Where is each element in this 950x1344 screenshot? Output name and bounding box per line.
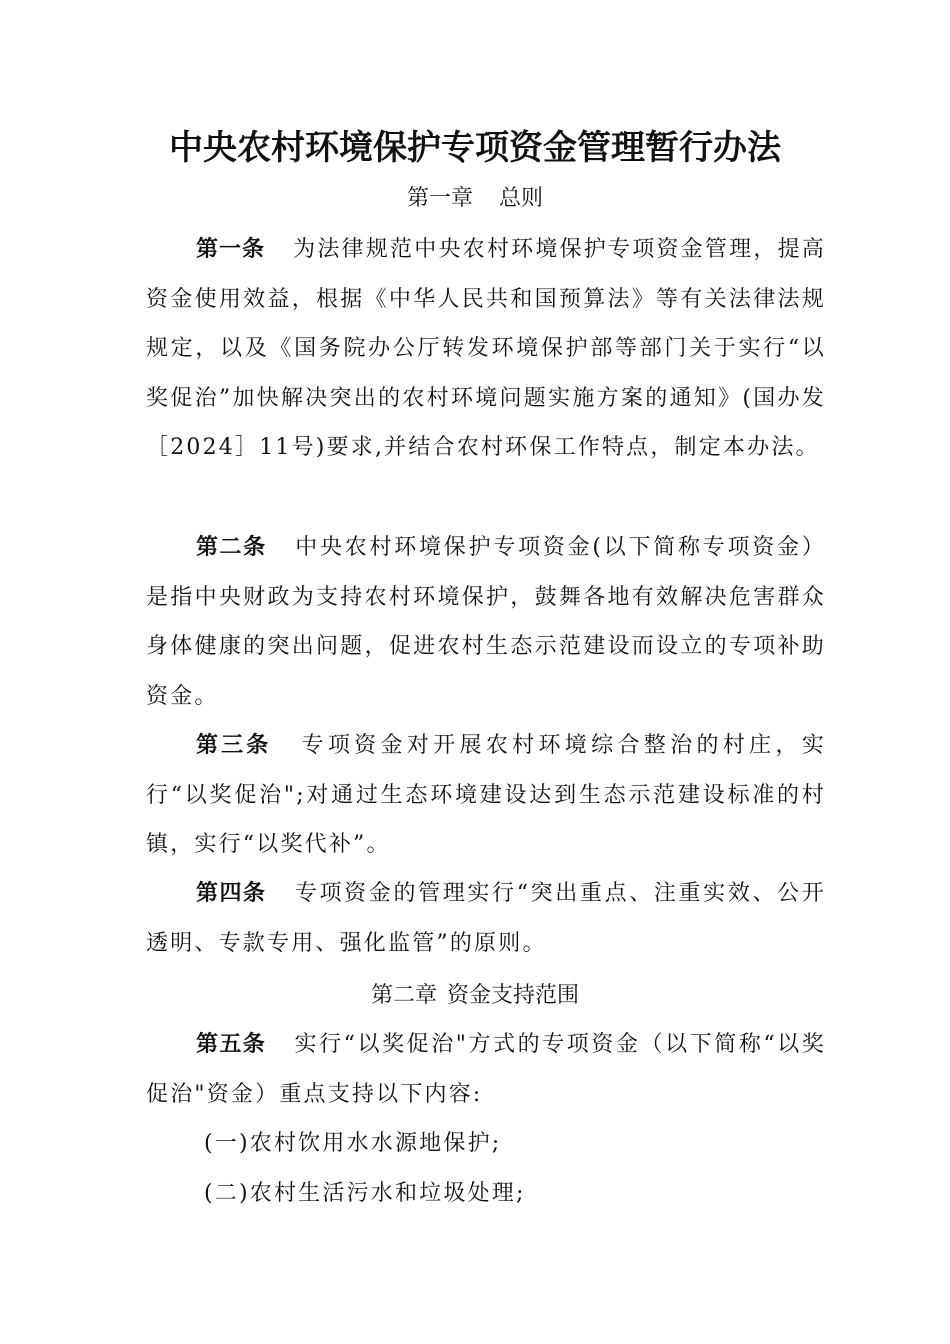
chapter-heading-1 <box>0 184 950 214</box>
article-label: 第二条 <box>196 535 267 560</box>
article-label: 第五条 <box>196 1032 267 1057</box>
article-3 <box>146 721 826 870</box>
article-label: 第四条 <box>196 881 267 906</box>
article-text: 为法律规范中央农村环境保护专项资金管理，提高资金使用效益，根据《中华人民共和国预算法》等有关法律法规规定，以及《国务院办公厅转发环境保护部等部门关于实行“以奖促治”加快解决突出的农村环境问题实施方案的通知》(国办发［2024］11号)要求,并结合农村环保工作特点，制定本办法。 <box>146 237 826 460</box>
article-1 <box>146 225 826 473</box>
article-text: 专项资金的管理实行“突出重点、注重实效、公开透明、专款专用、强化监管”的原则。 <box>146 881 826 956</box>
article-2 <box>146 523 826 721</box>
chapter-name: 资金支持范围 <box>447 983 580 1008</box>
article-label: 第一条 <box>196 237 266 262</box>
article-text: 专项资金对开展农村环境综合整治的村庄，实行“以奖促治";对通过生态环境建设达到生态示范建设标准的村镇，实行“以奖代补”。 <box>146 733 826 857</box>
article-text: 实行“以奖促治"方式的专项资金（以下简称“以奖促治"资金）重点支持以下内容: <box>146 1032 826 1107</box>
chapter-label: 第二章 <box>370 983 437 1008</box>
article-label: 第三条 <box>196 733 272 758</box>
article-5 <box>146 1020 826 1119</box>
chapter-name: 总则 <box>499 186 544 211</box>
document-title: 中央农村环境保护专项资金管理暂行办法 <box>169 128 781 168</box>
chapter-label: 第一章 <box>406 186 473 211</box>
list-item-1: (一)农村饮用水水源地保护; <box>204 1131 502 1156</box>
chapter-heading-2 <box>0 981 950 1011</box>
list-item-2: (二)农村生活污水和垃圾处理; <box>204 1181 526 1206</box>
article-text: 中央农村环境保护专项资金(以下简称专项资金）是指中央财政为支持农村环境保护，鼓舞各地有效解决危害群众身体健康的突出问题，促进农村生态示范建设而设立的专项补助资金。 <box>146 535 826 709</box>
article-4 <box>146 869 826 968</box>
